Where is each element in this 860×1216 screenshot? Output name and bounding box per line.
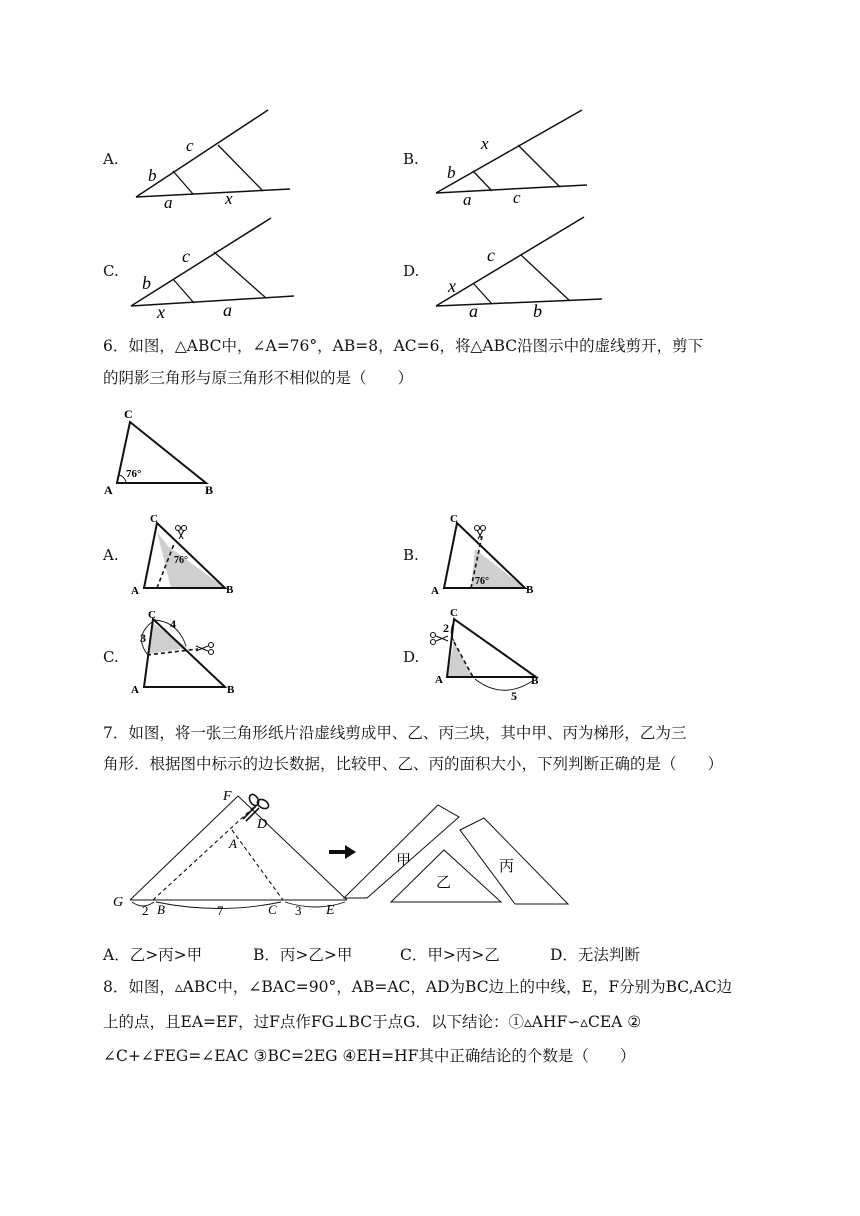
piece-bing: 丙 <box>499 859 515 875</box>
svg-text:A: A <box>131 585 139 597</box>
q6-option-a-letter: A. <box>103 546 119 564</box>
svg-text:C: C <box>450 607 458 619</box>
label-c: c <box>186 136 194 155</box>
q5-option-b-figure <box>430 105 600 210</box>
label-x: x <box>157 302 165 322</box>
vertex-c: C <box>124 407 133 421</box>
label-b: b <box>148 166 157 185</box>
label-a: a <box>463 190 472 209</box>
q6-option-b-figure <box>428 508 543 598</box>
vertex-e: E <box>326 903 335 918</box>
svg-text:B: B <box>526 584 534 596</box>
q6-original-triangle <box>100 402 230 497</box>
side-label-2: 2 <box>443 621 449 635</box>
vertex-f: F <box>223 789 232 804</box>
vertex-a: A <box>229 836 237 851</box>
q6-option-a-figure <box>128 508 243 598</box>
side-label-3: 3 <box>140 631 146 645</box>
side-label-4: 4 <box>170 617 176 631</box>
svg-text:B: B <box>226 584 234 596</box>
q6-option-d-letter: D. <box>403 648 420 666</box>
angle-label: 76° <box>126 468 142 480</box>
label-c: c <box>513 188 521 207</box>
length-2: 2 <box>142 903 149 918</box>
scissors-icon <box>176 526 187 540</box>
q8-text-line1: 8．如图，▵ABC中，∠BAC=90°，AB=AC，AD为BC边上的中线，E，F分别为BC,AC边 <box>103 978 733 996</box>
svg-text:C: C <box>150 513 158 525</box>
label-a: a <box>223 300 232 320</box>
q6-option-c-figure <box>128 608 248 698</box>
option-d-letter: D. <box>403 262 420 280</box>
vertex-g: G <box>113 895 124 910</box>
svg-text:B: B <box>531 675 539 687</box>
q8-text-line2: 上的点，且EA=EF，过F点作FG⊥BC于点G．以下结论：①▵AHF∽▵CEA ② <box>103 1013 642 1031</box>
q6-text-line1: 6．如图，△ABC中，∠A=76°，AB=8，AC=6，将△ABC沿图示中的虚线剪开，剪下 <box>103 337 704 355</box>
angle-label: 76° <box>174 555 188 566</box>
q6-option-c-letter: C. <box>103 648 119 666</box>
label-c: c <box>182 246 190 266</box>
vertex-d: D <box>257 817 268 832</box>
svg-text:B: B <box>227 684 235 696</box>
q6-option-d-figure <box>428 605 553 705</box>
label-x: x <box>448 276 456 296</box>
length-3: 3 <box>295 903 302 918</box>
q7-text-line2: 角形．根据图中标示的边长数据，比较甲、乙、丙的面积大小，下列判断正确的是（ ） <box>103 755 724 773</box>
q5-option-d-figure <box>430 213 605 321</box>
label-b: b <box>447 163 456 182</box>
scissors-icon <box>475 526 486 540</box>
q7-text-line1: 7．如图，将一张三角形纸片沿虚线剪成甲、乙、丙三块，其中甲、丙为梯形，乙为三 <box>103 724 687 742</box>
svg-text:A: A <box>131 684 139 696</box>
q7-option-d: D．无法判断 <box>550 946 640 964</box>
q7-option-c: C．甲>丙>乙 <box>400 946 500 964</box>
piece-jia: 甲 <box>396 853 412 869</box>
label-a: a <box>164 193 173 212</box>
angle-label: 76° <box>475 576 489 587</box>
scissors-icon <box>196 643 214 655</box>
side-label-5: 5 <box>511 689 517 703</box>
label-b: b <box>533 301 542 321</box>
vertex-b: B <box>157 902 165 917</box>
svg-text:C: C <box>148 609 156 621</box>
label-a: a <box>469 301 478 321</box>
label-x: x <box>481 134 489 153</box>
option-a-letter: A. <box>103 150 119 168</box>
q7-option-a: A．乙>丙>甲 <box>103 946 203 964</box>
option-c-letter: C. <box>103 262 119 280</box>
q7-figure <box>105 782 585 922</box>
label-x: x <box>225 189 233 208</box>
q6-option-b-letter: B. <box>403 546 419 564</box>
q6-text-line2: 的阴影三角形与原三角形不相似的是（ ） <box>103 369 414 387</box>
option-b-letter: B. <box>403 150 419 168</box>
length-7: 7 <box>217 903 224 918</box>
label-c: c <box>487 245 495 265</box>
label-b: b <box>142 273 151 293</box>
vertex-c: C <box>268 902 277 917</box>
svg-text:A: A <box>435 674 443 686</box>
vertex-b: B <box>205 483 214 497</box>
q5-option-a-figure <box>130 105 300 210</box>
q5-option-c-figure <box>128 215 303 320</box>
svg-text:A: A <box>431 585 439 597</box>
q7-option-b: B．丙>乙>甲 <box>253 946 353 964</box>
arrow-right-icon <box>329 845 356 859</box>
piece-yi: 乙 <box>436 875 452 891</box>
svg-text:C: C <box>450 513 458 525</box>
vertex-a: A <box>104 483 113 497</box>
q8-text-line3: ∠C+∠FEG=∠EAC ③BC=2EG ④EH=HF其中正确结论的个数是（ ） <box>103 1047 636 1065</box>
